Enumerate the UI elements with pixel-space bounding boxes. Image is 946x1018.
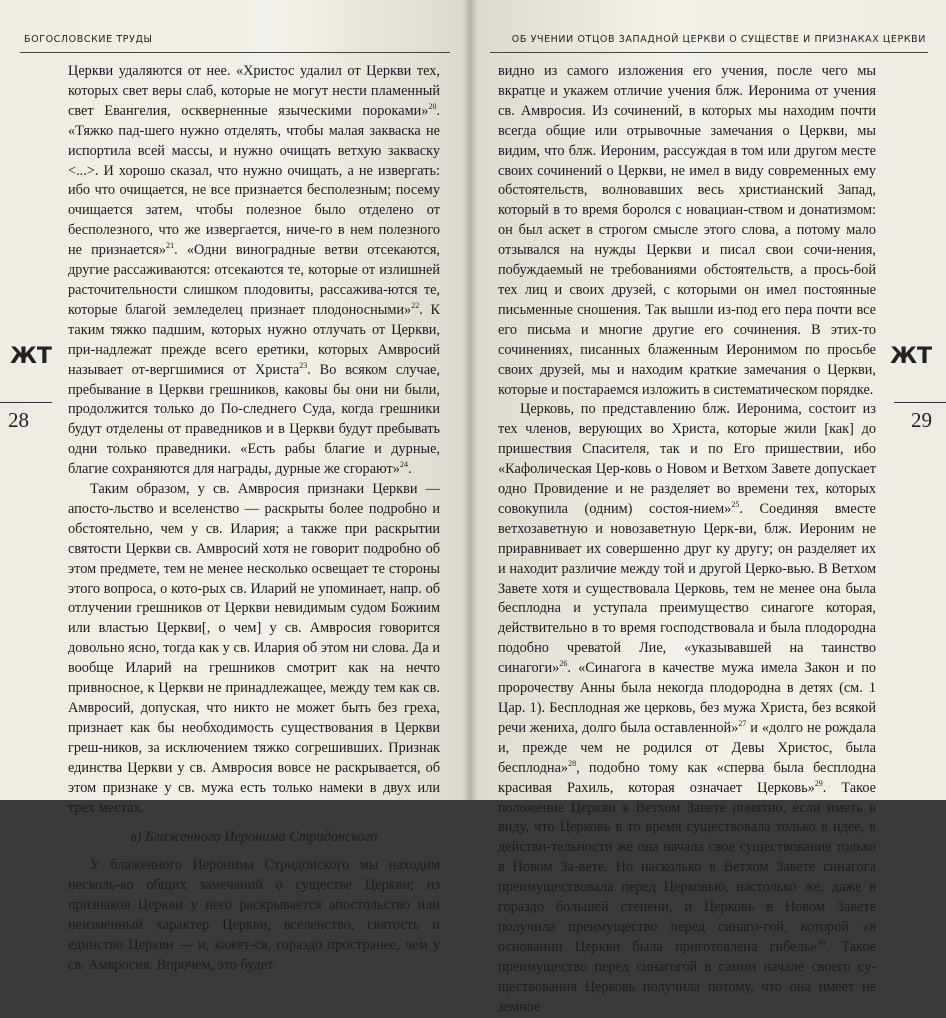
header-rule bbox=[20, 52, 450, 53]
footnote-ref: 29 bbox=[814, 778, 823, 788]
page-number: 28 bbox=[8, 408, 29, 432]
footnote-ref: 30 bbox=[817, 938, 826, 948]
left-page bbox=[0, 0, 470, 973]
running-head: ОБ УЧЕНИИ ОТЦОВ ЗАПАДНОЙ ЦЕРКВИ О СУЩЕСТВЕ И ПРИЗНАКАХ ЦЕРКВИ bbox=[511, 34, 926, 45]
footnote-ref: 20 bbox=[428, 102, 437, 112]
right-page bbox=[470, 0, 946, 1015]
margin-emblem: ЖТ bbox=[10, 344, 52, 369]
text-line: Церкви удаляются от нее. «Христос удалил от Церкви тех, к bbox=[68, 63, 440, 99]
footnote-ref: 26 bbox=[559, 659, 568, 669]
footnote-ref: 21 bbox=[166, 241, 175, 251]
text-run: . К таким тяжко падшим, которых нужно отлучать от Церкви, при-надлежат прежде всего еретики, которых Амвросий называет от-вергшимися от Христа bbox=[68, 301, 441, 378]
text-run: . «Синагога в качестве мужа имела Закон и по пророчеству Анны была некогда плодородна в детях (см. 1 Цар. 1). Бесплодная же церковь, без мужа Христа, без всякой речи жениха, долго была оставленной» bbox=[498, 660, 876, 736]
text-run: . Во всяком случае, пребывание в Церкви грешников, каковы бы они ни были, продолжится только до По-следнего Суда, когда грешники будут отделены от праведников и в Церкви будут пребывать одни только праведники. «Есть рабы благие и дурные, благие сохраняются для награды, дурные же сгорают» bbox=[68, 361, 440, 478]
running-head: БОГОСЛОВСКИЕ ТРУДЫ bbox=[24, 34, 153, 45]
body-text bbox=[68, 62, 440, 976]
paragraph: Церкви удаляются от нее. «Христос удалил от Церкви тех, которых свет веры слаб, которые не могут нести пламенный свет Евангелия, оскверненные языческими пороками»$^{20}$. «Тяжко пад-шего нужно отделять, чтобы малая закваска не испортила всей массы, и нужно очищать ветхую закваску <...>. И хорошо сказал, что нужно очищать, а не извергать: ибо что очищается, не все признается бесполезным; посему очищается затем, чтобы полезное было отделено от бесполезного, что же извергается, ниче-го в нем полезного не признается»$^{21}$. «Одни виноградные ветви отсекаются, другие рассаживаются: отсекаются те, которые от излишней расточительности слишком плодовиты, рассажива-ются те, которые благой земледелец признает плодоносными»$^{22}$. К таким тяжко падшим, которых нужно отлучать от Церкви, при-надлежат прежде всего еретики, которых Амвросий называет от-вергшимися от Христа$^{23}$. Во всяком случае, пребывание в Церкви грешников, каковы бы они ни были, продолжится только до По-следнего Суда, когда грешники будут отделены от праведников и в Церкви будут пребывать одни только праведники. «Есть рабы благие и дурные, благие сохраняются для награды, дурные же сгорают»$^{24}$. bbox=[68, 63, 441, 478]
paragraph: видно из самого изложения его учения, после чего мы вкратце и укажем отличие учения блж. Иеронима от учения св. Амвросия. Из сочинений, в которых мы находим почти всегда общие или отрывочные замечания о Церкви, мы видим, что блж. Иероним, рассуждая в том или другом месте своих сочинений о Церкви, не имел в виду современных ему обстоятельств, волновавших весь христианский Запад, который в то время боролся с новациан-ством и донатизмом: он был аскет в строгом смысле этого слова, а потому мало отзывался на нужды Церкви и писал свои сочи-нения, побуждаемый не требованиями обстоятельств, а прось-бой тех лиц и своих друзей, с которыми он имел постоянные письменные сношения. Так вышли из-под его пера почти все его письма и многие другие его сочинения. В этих-то сочинениях, писанных блаженным Иеронимом по просьбе своих друзей, мы и находим краткие замечания о Церкви, которые и постараемся изложить в систематическом порядке. bbox=[498, 63, 876, 398]
footnote-ref: 23 bbox=[299, 360, 308, 370]
text-run: и «долго не рождала и, прежде чем не родился от Девы Христос, была бесплодна» bbox=[498, 719, 876, 776]
text-line: Евангелия, оскверненные языческими пороками» bbox=[104, 102, 429, 119]
text-run: , подобно тому как «сперва была бесплодна красивая Рахиль, которая означает Церковь» bbox=[498, 759, 876, 796]
footnote-ref: 24 bbox=[399, 460, 408, 470]
text-run: . Такое преимущество перед синагогой в самом начале своего су-ществования Церковь получила потому, что она имеет не земное bbox=[498, 938, 876, 1015]
page-number-rule bbox=[894, 402, 946, 403]
book-gutter bbox=[462, 0, 478, 800]
margin-emblem: ЖТ bbox=[890, 344, 932, 369]
text-run: . «Тяжко пад-шего нужно отделять, чтобы малая закваска не испортила всей массы, и нужно очищать ветхую закваску <...>. И хорошо сказал, что нужно очищать, а не извергать: ибо что очищается, не все признается бесполезным; посему очищается затем, чтобы полезное было отделено от бесполезного, что же извергается, ниче-го в нем полезного не признается» bbox=[68, 102, 441, 259]
paragraph bbox=[498, 400, 876, 1017]
paragraph: Таким образом, у св. Амвросия признаки Церкви — апосто-льство и вселенство — раскрыты более подробно и обстоятельно, чем у св. Илария; а также при раскрытии святости Церкви св. Амвросий хотя не говорит подробно об этом предмете, тем не менее несколько освещает те стороны этого вопроса, о кото-рых св. Иларий не упоминает, напр. об отлучении грешников от Церкви невидимым судом Божиим или властью Церкви[, о чем] у св. Амвросия говорится довольно ясно, тогда как у св. Илария об этом ни слова. Да и вообще Иларий на грешников смотрит как на нечто привносное, к Церкви не принадлежащее, между тем как св. Амвросий, допуская, что никто не может быть без греха, признает как бы необходимость существования в Церкви греш-ников, за исключением тяжко согрешивших. Признак единства Церкви у св. Амвросия вовсе не раскрывается, об этом признаке у св. мужа есть только намеки в двух или трех местах. bbox=[68, 481, 440, 816]
page-number: 29 bbox=[911, 408, 932, 432]
text-line: торых свет веры слаб, которые не могут нести пламенный свет bbox=[68, 82, 440, 119]
footnote-ref: 27 bbox=[738, 719, 747, 729]
text-run: . Такое положение Церкви в Ветхом Завете понятно, если иметь в виду, что Церковь в то время существовала только в идее, в действи-тельности же она начала свое существование только в Новом За-вете. Но насколько в Ветхом Завете синагога преимуществовала перед Церковью, настолько же, даже в гораздо большей степени, и Церковь в Новом Завете получила преимущество перед синаго-гой, которой «в основании Церкви была приготовлена гибель» bbox=[498, 779, 876, 955]
footnote-ref: 28 bbox=[568, 758, 577, 768]
body-text bbox=[498, 62, 876, 1018]
page-number-rule bbox=[0, 402, 52, 403]
header-rule bbox=[490, 52, 928, 53]
paragraph: У блаженного Иеронима Стридонского мы находим несколь-ко общих замечаний о существе Церкви; из признаков Церкви у него раскрывается апостольство или неизменный характер Церкви, вселенство, святость и единство Церкви — и, кажет-ся, гораздо пространее, чем у св. Амвросия. Впрочем, это будет bbox=[68, 857, 440, 973]
text-run: . «Одни виноградные ветви отсекаются, другие рассаживаются: отсекаются те, которые от излишней расточительности слишком плодовиты, рассажива-ются те, которые благой земледелец признает плодоносными» bbox=[68, 242, 440, 318]
footnote-ref: 25 bbox=[731, 500, 740, 510]
text-run: Церковь, по представлению блж. Иеронима, состоит из тех членов, верующих во Христа, которые жили [как] до пришествия Спасителя, так и по Его пришествии, ибо «Кафолическая Цер-ковь о Новом и Ветхом Завете допускает одно Провидение и не разделяет во времени тех, которых совокупила (одним) состоя-нием» bbox=[498, 401, 876, 517]
text-run: . Соединяя вместе ветхозаветную и новозаветную Церк-ви, блж. Иероним не приравнивает их совершенно друг ку другу; он разделяет их и находит различие между той и другой Церко-вью. В Ветхом Завете хотя и существовала Церковь, тем не менее она была бесплодна и уступала преимущество синагоге которая, действительно в то время господствовала и была плодородна подобно чреватой Лие, «указывавшей на таинство синагоги» bbox=[498, 500, 876, 677]
section-subheading: в) Блаженного Иеронима Стридонского bbox=[130, 829, 378, 846]
footnote-ref: 22 bbox=[411, 301, 420, 311]
